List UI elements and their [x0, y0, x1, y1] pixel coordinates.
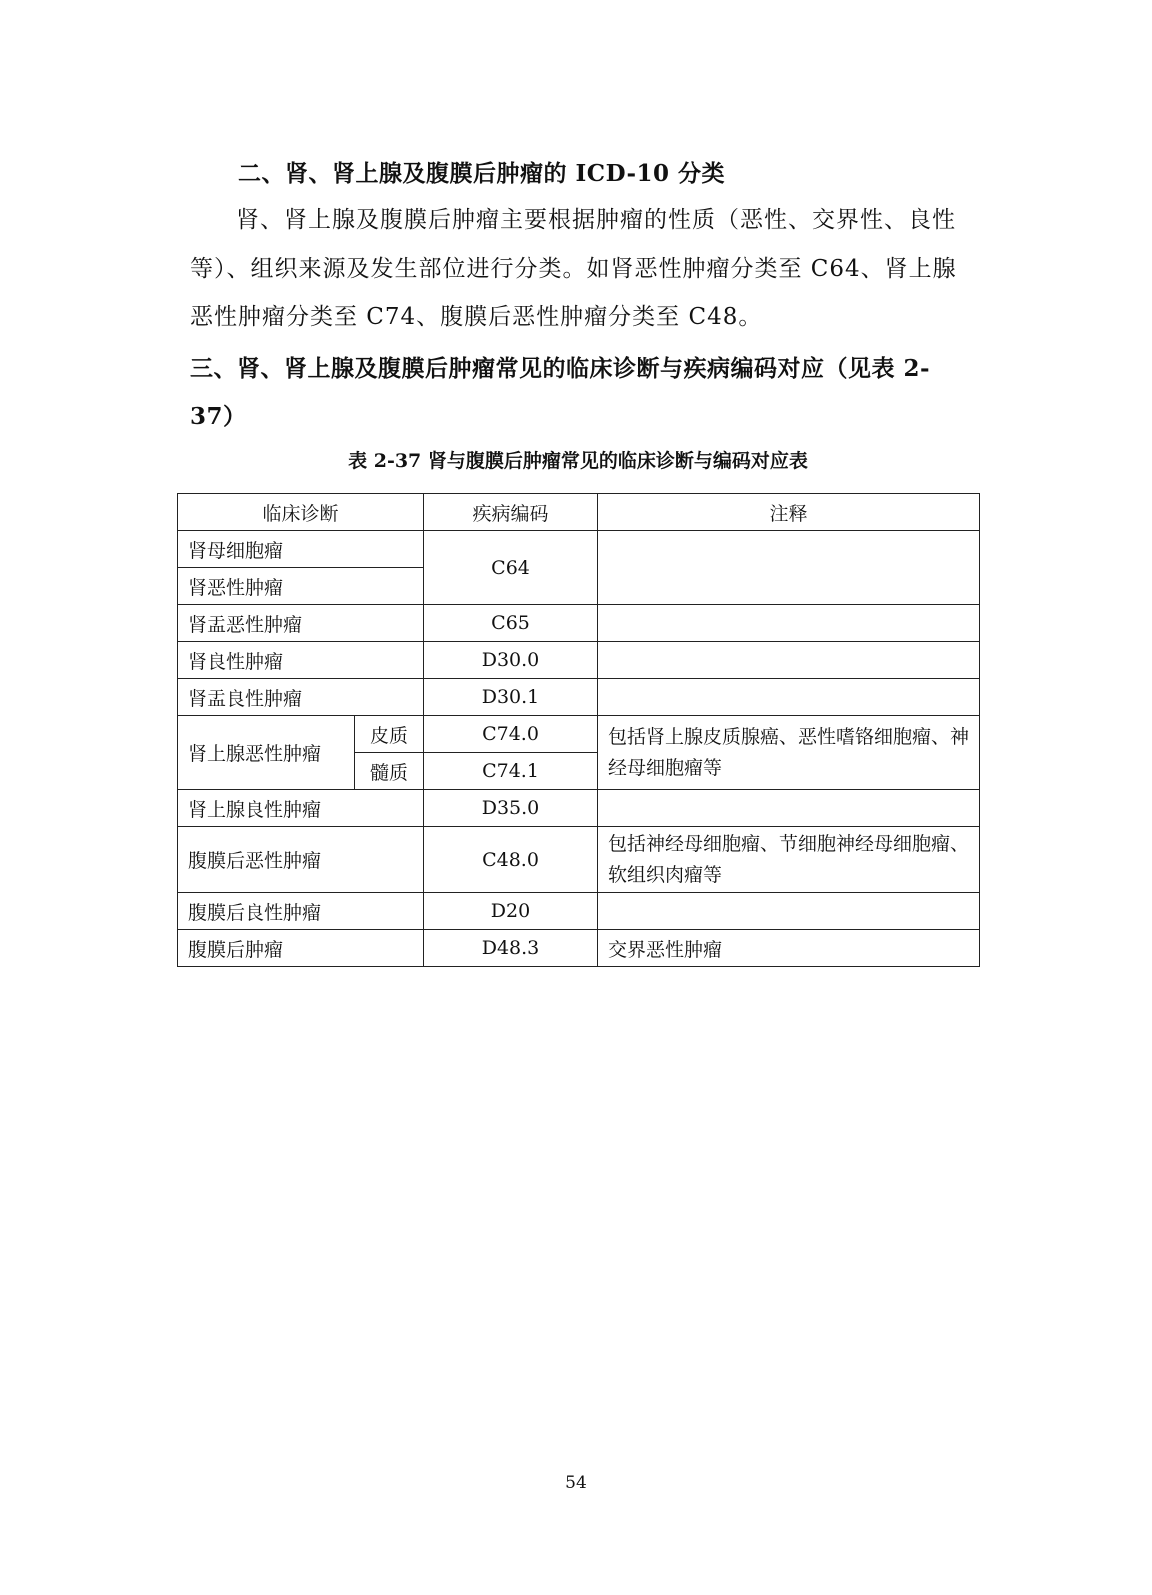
cell-code: C65: [424, 605, 598, 642]
cell-code: D20: [424, 893, 598, 930]
paragraph-text: 肾、肾上腺及腹膜后肿瘤主要根据肿瘤的性质（恶性、交界性、良性等）、组织来源及发生部位进行分类。如肾恶性肿瘤分类至 C64、肾上腺恶性肿瘤分类至 C74、腹膜后恶性肿瘤分类至 C48。: [190, 207, 957, 330]
cell-code: C48.0: [424, 827, 598, 893]
cell-diagnosis: 肾盂恶性肿瘤: [178, 605, 424, 642]
cell-code: D35.0: [424, 790, 598, 827]
table-row: [178, 531, 980, 568]
cell-note: 包括神经母细胞瘤、节细胞神经母细胞瘤、软组织肉瘤等: [598, 827, 980, 893]
section-heading-2: 二、肾、肾上腺及腹膜后肿瘤的 ICD-10 分类: [238, 160, 726, 187]
table-row: [178, 679, 980, 716]
cell-diagnosis: 肾上腺良性肿瘤: [178, 790, 424, 827]
cell-code: D30.1: [424, 679, 598, 716]
cell-note: 交界恶性肿瘤: [598, 930, 980, 967]
cell-subtype: 髓质: [355, 753, 424, 790]
cell-diagnosis: 肾母细胞瘤: [178, 531, 424, 568]
cell-note: [598, 893, 980, 930]
table-row: [178, 930, 980, 967]
cell-subtype: 皮质: [355, 716, 424, 753]
cell-code: D30.0: [424, 642, 598, 679]
cell-note: [598, 790, 980, 827]
header-diagnosis: 临床诊断: [178, 494, 424, 531]
table-header-row: [178, 494, 980, 531]
cell-code: C74.1: [424, 753, 598, 790]
diagnosis-code-table: [177, 493, 980, 967]
body-paragraph: [190, 196, 970, 342]
cell-code: C64: [424, 531, 598, 605]
cell-diagnosis: 肾盂良性肿瘤: [178, 679, 424, 716]
cell-diagnosis: 肾良性肿瘤: [178, 642, 424, 679]
page-number: 54: [565, 1473, 587, 1493]
table-row: [178, 893, 980, 930]
table-row: [178, 827, 980, 893]
cell-note: [598, 531, 980, 605]
section-heading-3: 三、肾、肾上腺及腹膜后肿瘤常见的临床诊断与疾病编码对应（见表 2-37）: [190, 355, 931, 430]
cell-note: [598, 642, 980, 679]
header-note: 注释: [598, 494, 980, 531]
cell-note: [598, 679, 980, 716]
table-caption: 表 2-37 肾与腹膜后肿瘤常见的临床诊断与编码对应表: [348, 450, 808, 472]
cell-code: D48.3: [424, 930, 598, 967]
table-row: [178, 605, 980, 642]
cell-diagnosis: 腹膜后肿瘤: [178, 930, 424, 967]
cell-note: 包括肾上腺皮质腺癌、恶性嗜铬细胞瘤、神经母细胞瘤等: [598, 716, 980, 790]
cell-note: [598, 605, 980, 642]
cell-code: C74.0: [424, 716, 598, 753]
table-row: [178, 790, 980, 827]
cell-diagnosis: 腹膜后良性肿瘤: [178, 893, 424, 930]
table-row: [178, 642, 980, 679]
header-code: 疾病编码: [424, 494, 598, 531]
cell-diagnosis: 肾恶性肿瘤: [178, 568, 424, 605]
cell-diagnosis: 腹膜后恶性肿瘤: [178, 827, 424, 893]
cell-diagnosis: 肾上腺恶性肿瘤: [178, 716, 355, 790]
table-row: [178, 716, 980, 753]
